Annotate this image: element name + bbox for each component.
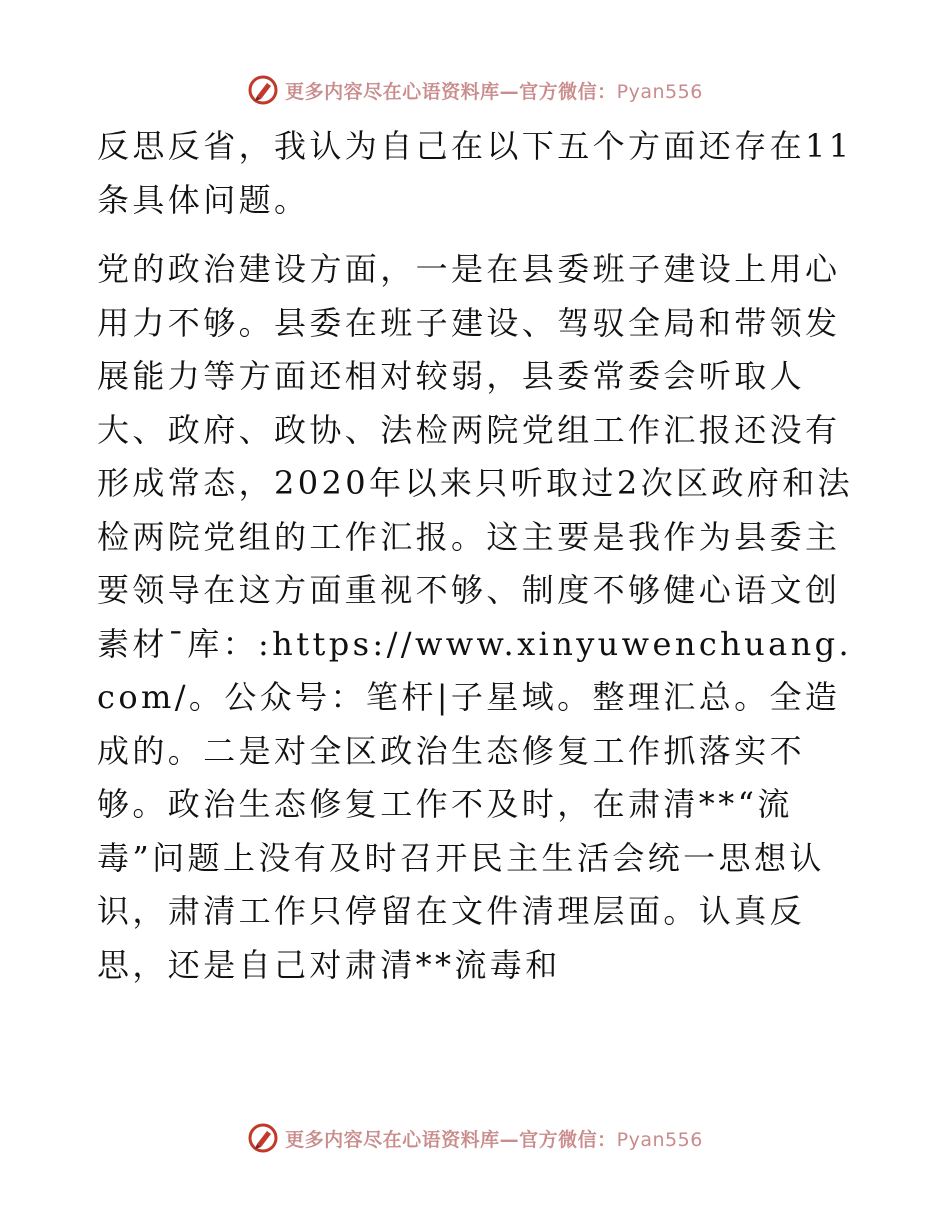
footer-banner-label: 更多内容尽在心语资料库—官方微信：	[285, 1128, 617, 1151]
footer-watermark-banner	[0, 1118, 950, 1158]
paragraph-2: 党的政治建设方面，一是在县委班子建设上用心用力不够。县委在班子建设、驾驭全局和带领发展能力等方面还相对较弱，县委常委会听取人大、政府、政协、法检两院党组工作汇报还没有形成常态，2020年以来只听取过2次区政府和法检两院党组的工作汇报。这主要是我作为县委主要领导在这方面重视不够、制度不够健心语文创素材¯库：:https://www.xinyuwenchuang.com/。公众号：笔杆|子星域。整理汇总。全造成的。二是对全区政治生态修复工作抓落实不够。政治生态修复工作不及时，在肃清**“流毒”问题上没有及时召开民主生活会统一思想认识，肃清工作只停留在文件清理层面。认真反思，还是自己对肃清**流毒和	[97, 250, 853, 984]
pen-logo-icon	[247, 74, 279, 106]
header-watermark-banner	[0, 70, 950, 110]
header-wechat-handle: Pyan556	[616, 80, 703, 103]
footer-wechat-handle: Pyan556	[616, 1128, 703, 1151]
pen-logo-icon	[247, 1122, 279, 1154]
header-banner-label: 更多内容尽在心语资料库—官方微信：	[285, 80, 617, 103]
document-body	[97, 120, 857, 992]
paragraph-1: 反思反省，我认为自己在以下五个方面还存在11条具体问题。	[97, 127, 853, 219]
footer-banner-text	[285, 1125, 703, 1152]
header-banner-text	[285, 77, 703, 104]
